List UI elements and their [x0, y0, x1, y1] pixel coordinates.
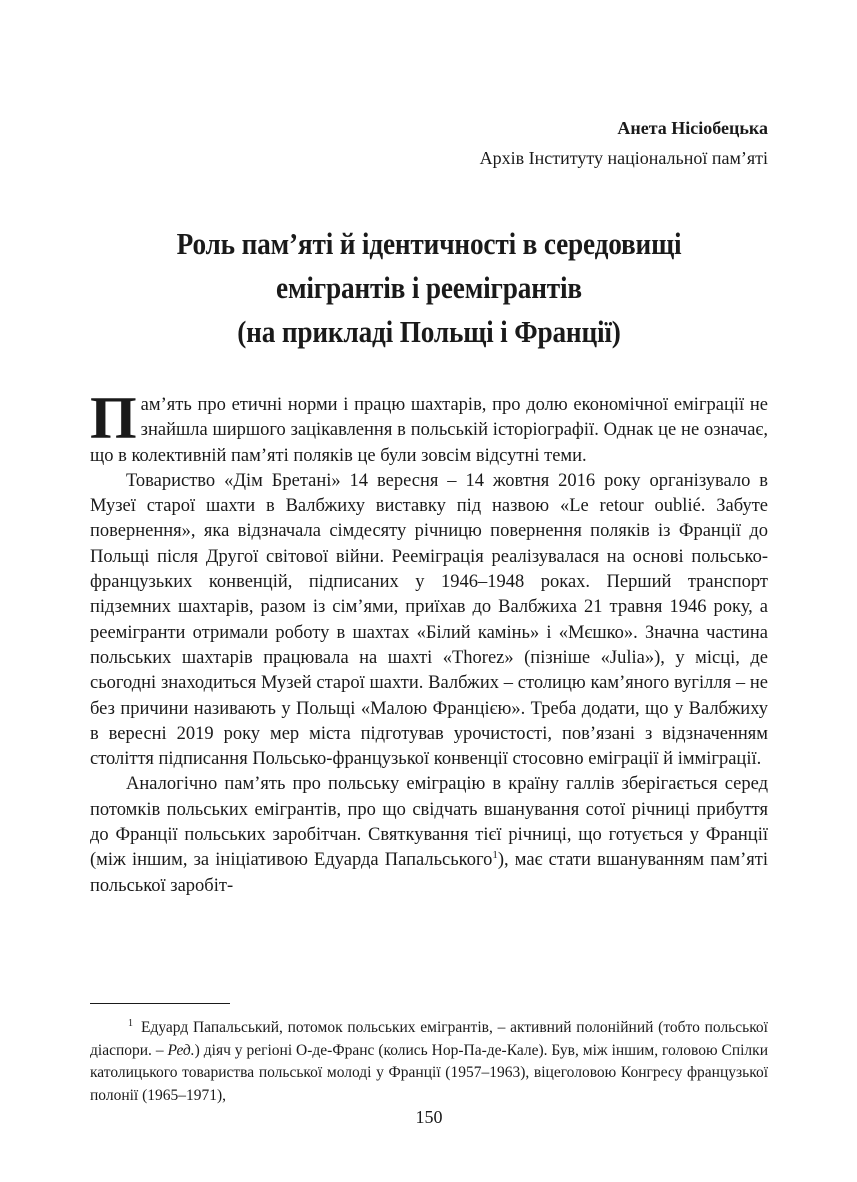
page-number: 150: [415, 1107, 443, 1127]
footnote-text-italic: Ред.: [167, 1041, 195, 1059]
footnote: [90, 1013, 768, 1107]
paragraph-3-text-b: ), має стати вшануванням пам’яті польської заробіт-: [90, 850, 768, 896]
author-block: [480, 113, 768, 173]
body-text: [90, 385, 768, 899]
paragraph-1: [90, 385, 768, 469]
title-line-2: емігрантів і реемігрантів: [276, 270, 582, 305]
paragraph-2: Товариство «Дім Бретані» 14 вересня – 14 жовтня 2016 року організувало в Музеї старої шахти в Валбжиху виставку під назвою «Le retour oublié. Забуте повернення», яка відзначала сімдесяту річницю повернення поляків із Франції до Польщі після Другої світової війни. Реемiграція реалізувалася на основі польсько-французьких конвенцій, підписаних у 1946–1948 роках. Перший транспорт підземних шахтарів, разом із сім’ями, приїхав до Валбжиха 21 травня 1946 року, а реемігранти отримали роботу в шахтах «Білий камінь» і «Мєшко». Значна частина польських шахтарів працювала на шахті «Thorez» (пізніше «Julia»), у місці, де сьогодні знаходиться Музей старої шахти. Валбжих – столицю кам’яного вугілля – не без причини називають у Польщі «Малою Францією». Треба додати, що у Валбжиху в вересні 2019 року мер міста підготував урочистості, пов’язані з відзначенням століття підписання Польсько-французької конвенції стосовно еміграції й імміграції.: [90, 470, 768, 770]
title-line-3: (на прикладі Польщі і Франції): [237, 314, 621, 349]
paragraph-1-text: ам’ять про етичні норми і працю шахтарів, про долю економічної еміграції не знайшла ширшого зацікавлення в польській історіографії. Однак це не означає, що в колективній пам’яті поляків це були зовсім відсутні теми.: [90, 395, 768, 466]
paragraph-3-text-a: Аналогічно пам’ять про польську еміграцію в країну галлів зберігається серед потомків польських емігрантів, про що свідчать вшанування сотої річниці прибуття до Франції польських заробітчан. Святкування тієї річниці, що готується у Франції (між іншим, за ініціативою Едуарда Папальського: [90, 774, 768, 871]
footnote-divider: [90, 1003, 230, 1004]
footnote-text-a: Едуард Папальський, потомок польських емігрантів, – активний полонійний (тобто польської діаспори. –: [90, 1019, 768, 1059]
footnote-reference[interactable]: 1: [492, 849, 498, 862]
drop-cap: П: [90, 385, 137, 451]
paragraph-3: [90, 772, 768, 898]
author-name: Анета Нісіобецька: [617, 118, 768, 138]
article-title: [131, 222, 728, 354]
title-line-1: Роль пам’яті й ідентичності в середовищі: [176, 226, 682, 261]
footnote-text-b: ) діяч у регіоні О-де-Франс (колись Нор-Па-де-Кале). Був, між іншим, головою Спілки католицького товариства польської молоді у Франції (1957–1963), віцеголовою Конгресу французької полонії (1965–1971),: [90, 1041, 768, 1104]
author-affiliation: Архів Інституту національної пам’яті: [479, 148, 768, 168]
footnote-marker: 1: [128, 1018, 133, 1029]
